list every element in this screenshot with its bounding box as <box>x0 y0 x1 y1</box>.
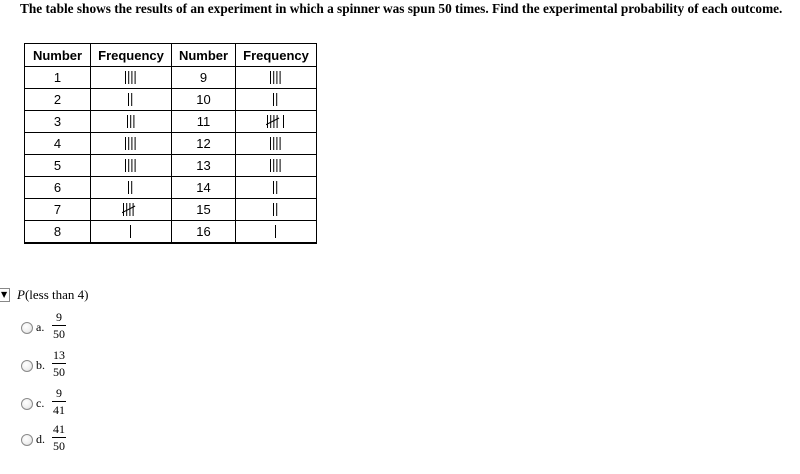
fraction-bar <box>52 363 66 364</box>
option-b-numerator: 13 <box>53 348 65 362</box>
radio-option-a[interactable] <box>21 322 33 334</box>
table-row <box>25 199 317 221</box>
cell-number: 10 <box>172 89 236 111</box>
cell-frequency <box>236 155 317 177</box>
table-row <box>25 111 317 133</box>
option-b-letter: b. <box>36 358 45 372</box>
cell-number: 8 <box>25 221 91 244</box>
option-d-letter: d. <box>36 432 45 446</box>
tally-marks-icon <box>269 136 284 151</box>
option-c-letter: c. <box>36 396 45 410</box>
option-b-fraction <box>52 348 66 379</box>
cell-number: 14 <box>172 177 236 199</box>
cell-number: 1 <box>25 67 91 89</box>
tally-marks-icon <box>272 180 280 195</box>
table-row <box>25 89 317 111</box>
cell-frequency <box>91 111 172 133</box>
option-d-numerator: 41 <box>53 422 65 436</box>
cell-frequency <box>236 177 317 199</box>
header-frequency-1: Frequency <box>91 44 172 67</box>
question-prefix: P <box>17 287 25 302</box>
tally-marks-icon <box>272 202 280 217</box>
question-body: (less than 4) <box>24 287 89 302</box>
fraction-bar <box>52 401 66 402</box>
tally-marks-icon <box>129 224 134 239</box>
option-a-denominator: 50 <box>53 327 65 341</box>
question-text <box>17 287 89 303</box>
header-frequency-2: Frequency <box>236 44 317 67</box>
cell-number: 15 <box>172 199 236 221</box>
cell-number: 2 <box>25 89 91 111</box>
tally-marks-icon <box>269 70 284 85</box>
frequency-table <box>24 43 317 244</box>
dropdown-arrow-icon: ▼ <box>1 290 8 299</box>
radio-option-d[interactable] <box>21 434 33 446</box>
cell-frequency <box>91 155 172 177</box>
cell-number: 13 <box>172 155 236 177</box>
cell-frequency <box>236 111 317 133</box>
cell-frequency <box>91 67 172 89</box>
radio-option-b[interactable] <box>21 360 33 372</box>
tally-marks-icon <box>122 202 140 217</box>
option-a-numerator: 9 <box>56 310 62 324</box>
table-row <box>25 221 317 244</box>
option-c-denominator: 41 <box>53 403 65 417</box>
cell-frequency <box>91 89 172 111</box>
cell-frequency <box>236 199 317 221</box>
table-row <box>25 155 317 177</box>
option-c-numerator: 9 <box>56 386 62 400</box>
tally-marks-icon <box>272 92 280 107</box>
tally-marks-icon <box>124 136 139 151</box>
radio-option-c[interactable] <box>21 398 33 410</box>
fraction-bar <box>52 325 66 326</box>
table-row <box>25 67 317 89</box>
tally-marks-icon <box>124 158 139 173</box>
cell-number: 4 <box>25 133 91 155</box>
cell-number: 5 <box>25 155 91 177</box>
cell-frequency <box>91 177 172 199</box>
option-d-fraction <box>52 422 66 453</box>
header-number-2: Number <box>172 44 236 67</box>
problem-prompt: The table shows the results of an experiment in which a spinner was spun 50 times. Find the experimental probability of each outcome. <box>20 1 783 16</box>
cell-frequency <box>236 89 317 111</box>
cell-frequency <box>91 133 172 155</box>
option-a-letter: a. <box>36 320 45 334</box>
cell-frequency <box>91 221 172 244</box>
option-c-fraction <box>52 386 66 417</box>
cell-number: 9 <box>172 67 236 89</box>
tally-marks-icon <box>127 92 135 107</box>
question-dropdown[interactable] <box>0 288 10 302</box>
cell-number: 6 <box>25 177 91 199</box>
tally-marks-icon <box>127 180 135 195</box>
cell-frequency <box>91 199 172 221</box>
tally-marks-icon <box>126 114 137 129</box>
option-b-denominator: 50 <box>53 365 65 379</box>
tally-marks-icon <box>124 70 139 85</box>
cell-number: 16 <box>172 221 236 244</box>
cell-frequency <box>236 221 317 244</box>
header-number-1: Number <box>25 44 91 67</box>
tally-marks-icon <box>274 224 279 239</box>
table-row <box>25 177 317 199</box>
table-row <box>25 133 317 155</box>
table-header-row <box>25 44 317 67</box>
cell-number: 7 <box>25 199 91 221</box>
option-d-denominator: 50 <box>53 439 65 453</box>
cell-frequency <box>236 133 317 155</box>
cell-number: 3 <box>25 111 91 133</box>
tally-marks-icon <box>266 114 287 129</box>
cell-number: 12 <box>172 133 236 155</box>
tally-marks-icon <box>269 158 284 173</box>
cell-number: 11 <box>172 111 236 133</box>
cell-frequency <box>236 67 317 89</box>
option-a-fraction <box>52 310 66 341</box>
fraction-bar <box>52 437 66 438</box>
